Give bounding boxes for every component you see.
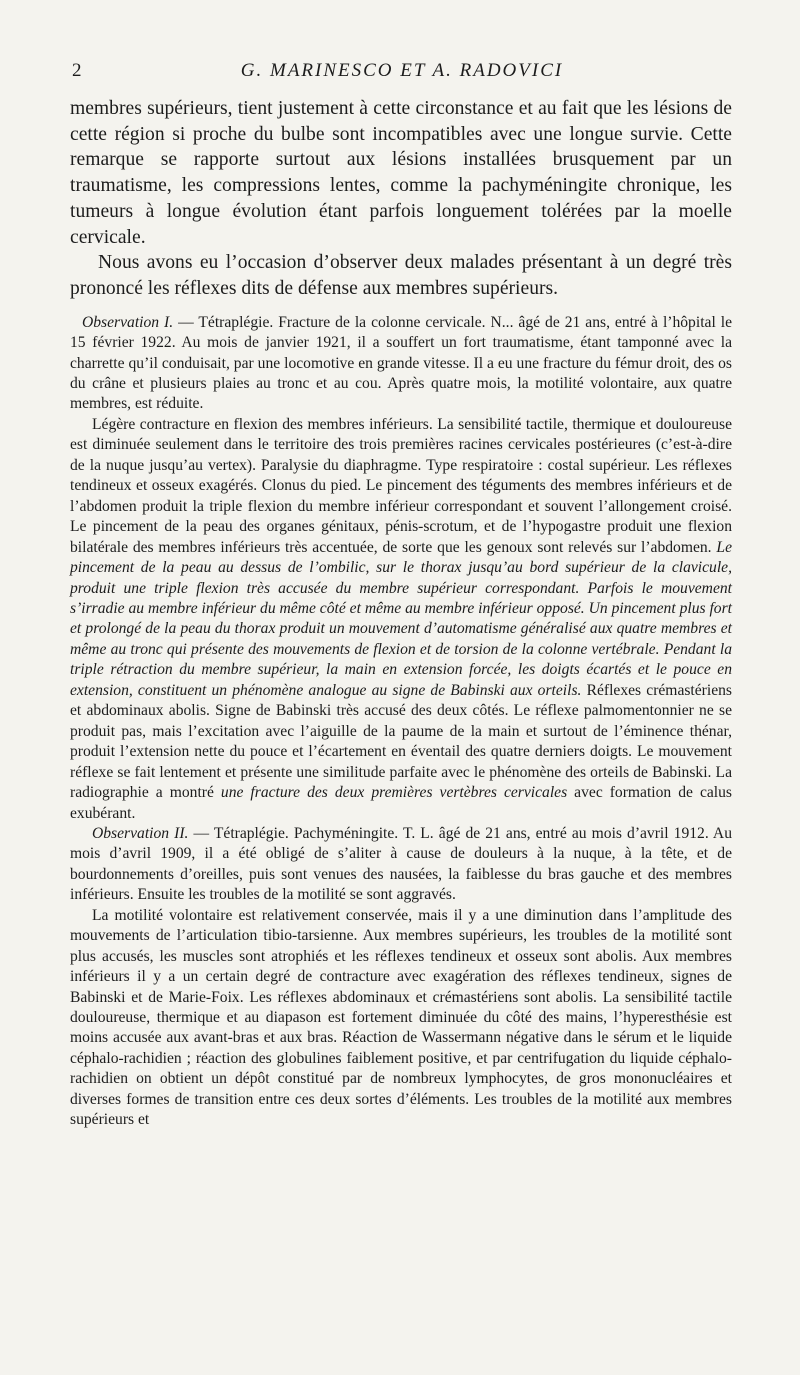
intro-paragraph-1: membres supérieurs, tient justement à cette circonstance et au fait que les lésions de cette région si proche du bulbe sont incompatibles avec une longue survie. Cette remarque se rapporte surtout aux lésions installées brusquement par un traumatisme, les compressions lentes, comme la pachyméningite chronique, les tumeurs à longue évolution étant parfois longuement tolérées par la moelle cervicale. xyxy=(70,98,732,248)
observation-2-label: Observation II. xyxy=(92,824,189,842)
observations-section xyxy=(70,313,732,1131)
observation-1-text-c: avec formation de calus exubérant. xyxy=(70,784,732,822)
page-body xyxy=(70,96,732,1131)
observation-1-text-a: Légère contracture en flexion des membres inférieurs. La sensibilité tactile, thermique et douloureuse est diminuée seulement dans le territoire des trois premières racines cervicales postérieures (c’est-à-dire de la nuque jusqu’au vertex). Paralysie du diaphragme. Type respiratoire : costal supérieur. Les réflexes tendineux et osseux exagérés. Clonus du pied. Le pincement des téguments des membres inférieurs et de l’abdomen produit la triple flexion du membre inférieur correspondant et souvent l’allongement croisé. Le pincement de la peau des organes génitaux, pénis-scrotum, et de l’hypogastre produit une flexion bilatérale des membres inférieurs très accentuée, de sorte que les genoux sont relevés sur l’abdomen. xyxy=(70,415,732,556)
observation-1-paragraph-2 xyxy=(70,415,732,824)
observation-1-label: Observation I. xyxy=(82,313,174,331)
page-header xyxy=(72,60,732,86)
observation-1-text-b: Réflexes crémastériens et abdominaux abolis. Signe de Babinski très accusé des deux côtés. Le réflexe palmomentonnier ne se produit pas, mais l’excitation avec l’aiguille de la paume de la main et surtout de l’éminence thénar, produit l’extension nette du pouce et l’écartement en éventail des quatre derniers doigts. Le mouvement réflexe se fait lentement et présente une similitude parfaite avec le phénomène des orteils de Babinski. La radiographie a montré xyxy=(70,681,732,802)
observation-1-italic-fracture: une fracture des deux premières vertèbres cervicales xyxy=(220,784,568,802)
intro-paragraph-2: Nous avons eu l’occasion d’observer deux malades présentant à un degré très prononcé les réflexes dits de défense aux membres supérieurs. xyxy=(70,252,732,299)
running-head: G. MARINESCO ET A. RADOVICI xyxy=(240,60,564,81)
observation-2-intro-text: — Tétraplégie. Pachyméningite. T. L. âgé de 21 ans, entré au mois d’avril 1912. Au mois d’avril 1909, il a été obligé de s’aliter à cause de douleurs à la nuque, à la tête, et de bourdonnements d’oreilles, puis sont venues des nausées, la faiblesse du bras gauche et des membres inférieurs. Ensuite les troubles de la motilité se sont aggravés. xyxy=(70,824,732,904)
observation-1-intro-text: — Tétraplégie. Fracture de la colonne cervicale. N... âgé de 21 ans, entré à l’hôpital le 15 février 1922. Au mois de janvier 1921, il a souffert un fort traumatisme, étant tamponné avec la charrette qu’il conduisait, par une locomotive en grande vitesse. Il a eu une fracture du fémur droit, des os du crâne et plusieurs plaies au tronc et au cou. Après quatre mois, la motilité volontaire, aux quatre membres, est réduite. xyxy=(70,313,732,413)
observation-2-paragraph-1 xyxy=(70,824,732,906)
page-number: 2 xyxy=(72,60,82,81)
observation-1-italic-passage: Le pincement de la peau au dessus de l’ombilic, sur le thorax jusqu’au bord supérieur de la clavicule, produit une triple flexion très accusée du membre supérieur correspondant. Parfois le mouvement s’irradie au membre inférieur du même côté et même au membre inférieur opposé. Un pincement plus fort et prolongé de la peau du thorax produit un mouvement d’automatisme généralisé aux quatre membres et même au tronc qui présente des mouvements de flexion et de torsion de la colonne vertébrale. Pendant la triple rétraction du membre supérieur, la main en extension forcée, les doigts écartés et le pouce en extension, constituent un phénomène analogue au signe de Babinski aux orteils. xyxy=(70,538,732,699)
intro-section xyxy=(70,96,732,302)
observation-1-paragraph-1 xyxy=(70,313,732,415)
observation-2-paragraph-2: La motilité volontaire est relativement conservée, mais il y a une diminution dans l’amplitude des mouvements de l’articulation tibio-tarsienne. Aux membres supérieurs, les troubles de la motilité sont plus accusés, les muscles sont atrophiés et les réflexes tendineux et osseux sont abolis. Aux membres inférieurs il y a un certain degré de contracture avec exagération des réflexes tendineux, signes de Babinski et de Marie-Foix. Les réflexes abdominaux et crémastériens sont abolis. La sensibilité tactile douloureuse, thermique et au diapason est fortement diminuée du côté des mains, l’hyperesthésie est moins accusée aux avant-bras et aux bras. Réaction de Wassermann négative dans le sérum et le liquide céphalo-rachidien ; réaction des globulines faiblement positive, et par centrifugation du liquide céphalo-rachidien on obtient un dépôt constitué par de nombreux lymphocytes, de gros mononucléaires et diverses formes de transition entre ces deux sortes d’éléments. Les troubles de la motilité aux membres supérieurs et xyxy=(70,906,732,1129)
